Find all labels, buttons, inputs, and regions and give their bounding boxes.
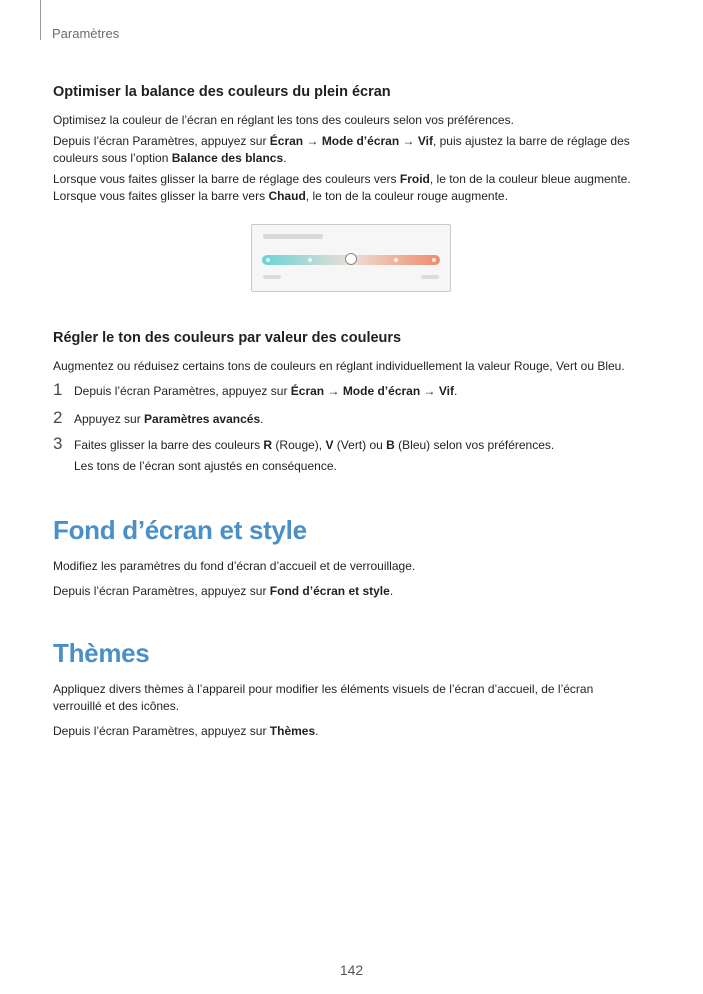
section-title-themes: Thèmes bbox=[53, 638, 150, 668]
step-text: Depuis l’écran Paramètres, appuyez sur Écran → Mode d’écran → Vif. bbox=[74, 384, 458, 398]
paragraph: Appliquez divers thèmes à l’appareil pour modifier les éléments visuels de l’écran d’accueil, de l’écran verrouillé et des icônes. bbox=[53, 682, 594, 713]
paragraph: Depuis l’écran Paramètres, appuyez sur Fond d’écran et style. bbox=[53, 584, 394, 598]
step-number: 3 bbox=[53, 434, 63, 453]
paragraph: Augmentez ou réduisez certains tons de couleurs en réglant individuellement la valeur Rouge, Vert ou Bleu. bbox=[53, 359, 625, 373]
step-1 bbox=[53, 380, 653, 400]
paragraph: Lorsque vous faites glisser la barre de réglage des couleurs vers Froid, le ton de la couleur bleue augmente. bbox=[53, 172, 631, 186]
running-head: Paramètres bbox=[52, 26, 120, 41]
step-number: 1 bbox=[53, 380, 63, 399]
step-number: 2 bbox=[53, 408, 63, 427]
track-dot bbox=[266, 258, 270, 262]
step-text: Faites glisser la barre des couleurs R (Rouge), V (Vert) ou B (Bleu) selon vos préférences. bbox=[74, 438, 555, 452]
figure-title-placeholder bbox=[263, 234, 323, 239]
step-3 bbox=[53, 434, 653, 475]
paragraph: Modifiez les paramètres du fond d’écran d’accueil et de verrouillage. bbox=[53, 559, 416, 573]
track-dot bbox=[432, 258, 436, 262]
track-dot bbox=[308, 258, 312, 262]
paragraph: Optimisez la couleur de l’écran en réglant les tons des couleurs selon vos préférences. bbox=[53, 113, 514, 127]
paragraph: Depuis l’écran Paramètres, appuyez sur Écran → Mode d’écran → Vif, puis ajustez la barre de réglage des couleurs sous l’option Balance des blancs. bbox=[53, 134, 630, 165]
page-number: 142 bbox=[339, 962, 364, 978]
white-balance-figure bbox=[251, 224, 451, 292]
track-dot bbox=[394, 258, 398, 262]
section-title-white-balance: Optimiser la balance des couleurs du plein écran bbox=[53, 84, 391, 100]
step-result: Les tons de l’écran sont ajustés en conséquence. bbox=[74, 459, 337, 473]
paragraph: Lorsque vous faites glisser la barre vers Chaud, le ton de la couleur rouge augmente. bbox=[53, 189, 508, 203]
section-title-color-tone: Régler le ton des couleurs par valeur des couleurs bbox=[53, 330, 402, 346]
section-title-wallpaper: Fond d’écran et style bbox=[53, 515, 307, 545]
paragraph: Depuis l’écran Paramètres, appuyez sur Thèmes. bbox=[53, 724, 319, 738]
header-rule bbox=[40, 0, 41, 40]
step-text: Appuyez sur Paramètres avancés. bbox=[74, 412, 264, 426]
page-content bbox=[53, 84, 653, 740]
color-slider-thumb bbox=[345, 253, 357, 265]
figure-label-right bbox=[421, 275, 439, 279]
step-2 bbox=[53, 408, 653, 428]
figure-label-left bbox=[263, 275, 281, 279]
